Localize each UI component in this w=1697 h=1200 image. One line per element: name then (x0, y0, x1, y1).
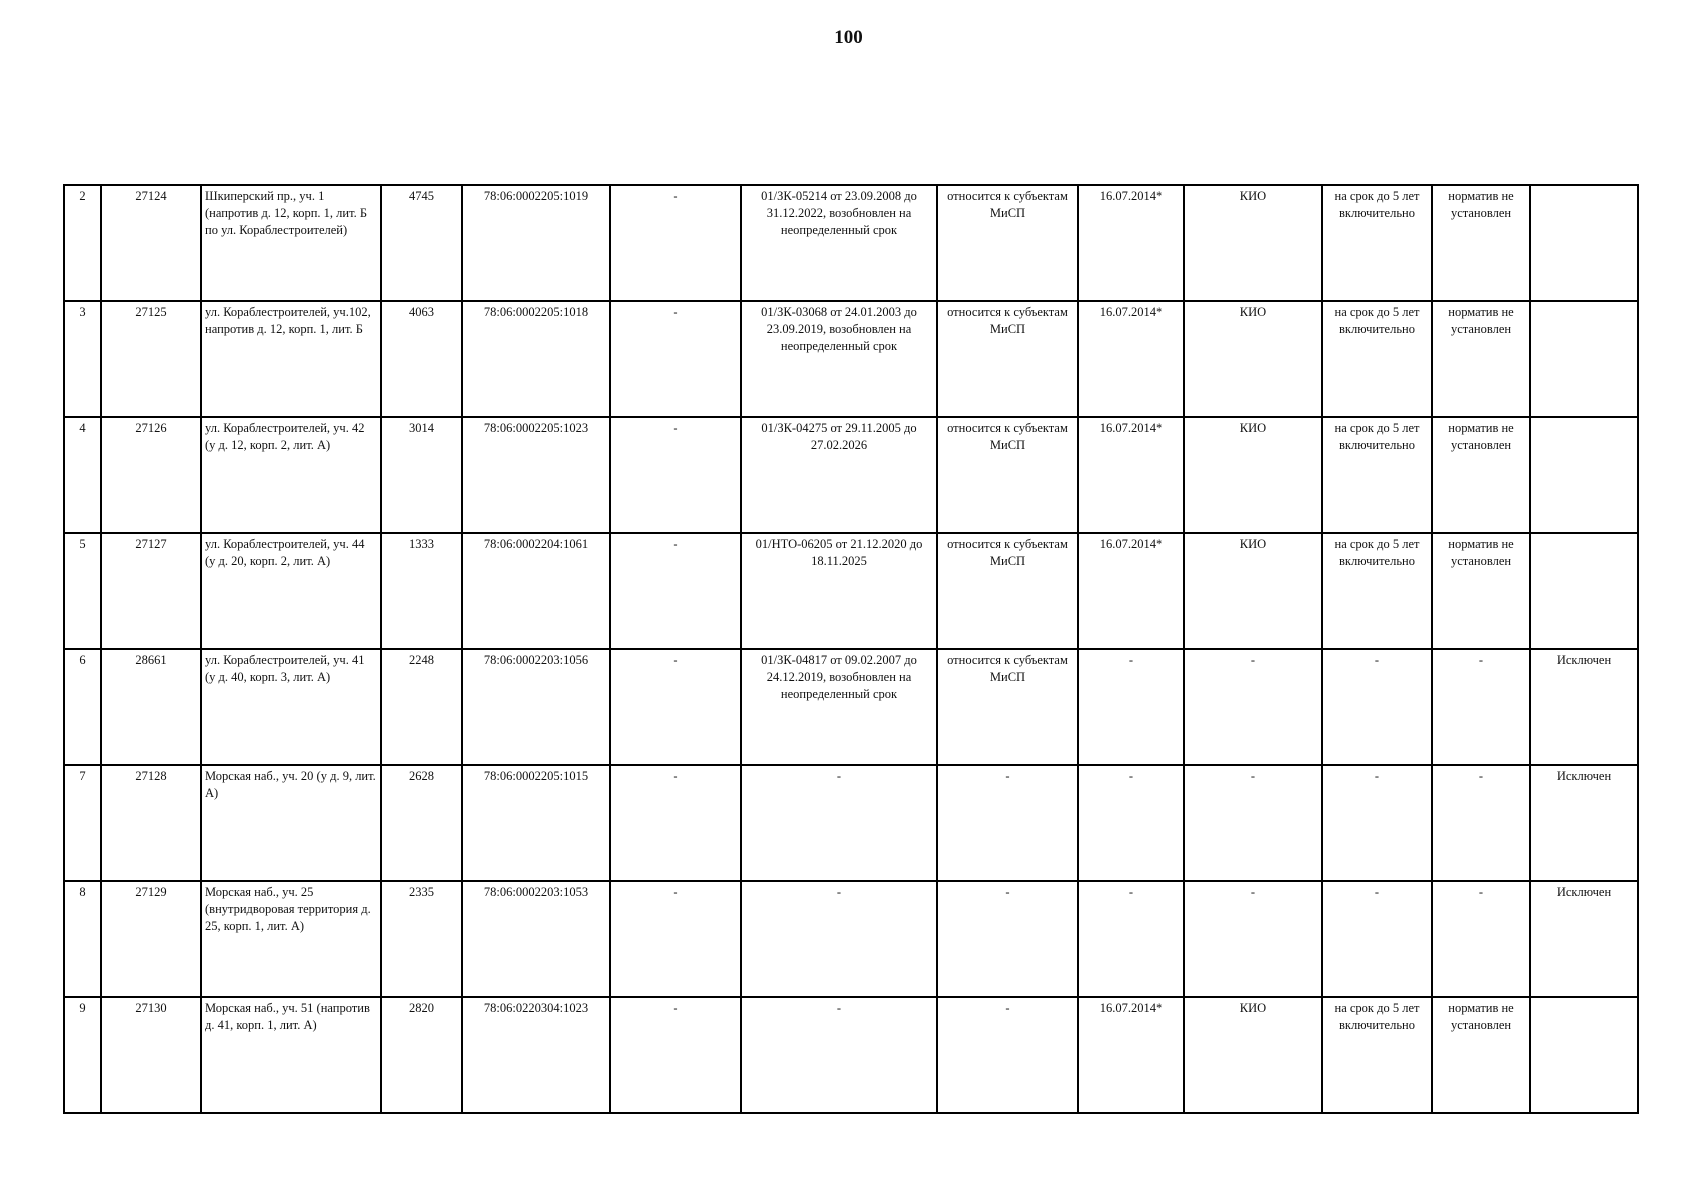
norm-cell: норматив не установлен (1432, 417, 1530, 533)
category-cell: относится к субъектам МиСП (937, 649, 1078, 765)
cadastral-number-cell: 78:06:0002203:1053 (462, 881, 610, 997)
area-cell: 4063 (381, 301, 462, 417)
row-number: 4 (64, 417, 101, 533)
dash-cell: - (610, 301, 741, 417)
category-cell: относится к субъектам МиСП (937, 301, 1078, 417)
dash-cell: - (610, 533, 741, 649)
dash-cell: - (610, 765, 741, 881)
area-cell: 2335 (381, 881, 462, 997)
category-cell: - (937, 881, 1078, 997)
organization-cell: - (1184, 881, 1322, 997)
date-cell: 16.07.2014* (1078, 301, 1184, 417)
category-cell: относится к субъектам МиСП (937, 533, 1078, 649)
category-cell: относится к субъектам МиСП (937, 417, 1078, 533)
dash-cell: - (610, 649, 741, 765)
note-cell (1530, 301, 1638, 417)
term-cell: на срок до 5 лет включительно (1322, 301, 1432, 417)
table-row (64, 649, 1638, 765)
norm-cell: - (1432, 649, 1530, 765)
object-id: 28661 (101, 649, 201, 765)
cadastral-number-cell: 78:06:0002205:1023 (462, 417, 610, 533)
address-cell: ул. Кораблестроителей, уч. 44 (у д. 20, корп. 2, лит. А) (201, 533, 381, 649)
area-cell: 2248 (381, 649, 462, 765)
contract-cell: - (741, 765, 937, 881)
date-cell: - (1078, 765, 1184, 881)
area-cell: 1333 (381, 533, 462, 649)
contract-cell: 01/ЗК-05214 от 23.09.2008 до 31.12.2022, возобновлен на неопределенный срок (741, 185, 937, 301)
table-row (64, 417, 1638, 533)
cadastral-number-cell: 78:06:0002203:1056 (462, 649, 610, 765)
organization-cell: КИО (1184, 417, 1322, 533)
term-cell: - (1322, 881, 1432, 997)
norm-cell: норматив не установлен (1432, 533, 1530, 649)
term-cell: на срок до 5 лет включительно (1322, 533, 1432, 649)
date-cell: 16.07.2014* (1078, 185, 1184, 301)
object-id: 27124 (101, 185, 201, 301)
note-cell (1530, 533, 1638, 649)
area-cell: 2820 (381, 997, 462, 1113)
page-number: 100 (834, 27, 863, 48)
dash-cell: - (610, 997, 741, 1113)
contract-cell: 01/ЗК-03068 от 24.01.2003 до 23.09.2019, возобновлен на неопределенный срок (741, 301, 937, 417)
object-id: 27130 (101, 997, 201, 1113)
organization-cell: - (1184, 765, 1322, 881)
date-cell: 16.07.2014* (1078, 417, 1184, 533)
date-cell: 16.07.2014* (1078, 997, 1184, 1113)
dash-cell: - (610, 185, 741, 301)
area-cell: 4745 (381, 185, 462, 301)
note-cell: Исключен (1530, 765, 1638, 881)
table-row (64, 533, 1638, 649)
contract-cell: 01/ЗК-04817 от 09.02.2007 до 24.12.2019, возобновлен на неопределенный срок (741, 649, 937, 765)
row-number: 7 (64, 765, 101, 881)
note-cell (1530, 997, 1638, 1113)
date-cell: 16.07.2014* (1078, 533, 1184, 649)
row-number: 9 (64, 997, 101, 1113)
category-cell: - (937, 997, 1078, 1113)
dash-cell: - (610, 417, 741, 533)
organization-cell: - (1184, 649, 1322, 765)
term-cell: на срок до 5 лет включительно (1322, 185, 1432, 301)
address-cell: Шкиперский пр., уч. 1 (напротив д. 12, корп. 1, лит. Б по ул. Кораблестроителей) (201, 185, 381, 301)
row-number: 8 (64, 881, 101, 997)
note-cell (1530, 185, 1638, 301)
note-cell (1530, 417, 1638, 533)
term-cell: на срок до 5 лет включительно (1322, 417, 1432, 533)
organization-cell: КИО (1184, 997, 1322, 1113)
note-cell: Исключен (1530, 649, 1638, 765)
organization-cell: КИО (1184, 185, 1322, 301)
cadastral-number-cell: 78:06:0002205:1019 (462, 185, 610, 301)
dash-cell: - (610, 881, 741, 997)
object-id: 27127 (101, 533, 201, 649)
row-number: 2 (64, 185, 101, 301)
norm-cell: норматив не установлен (1432, 301, 1530, 417)
norm-cell: норматив не установлен (1432, 997, 1530, 1113)
cadastral-number-cell: 78:06:0002204:1061 (462, 533, 610, 649)
category-cell: - (937, 765, 1078, 881)
address-cell: ул. Кораблестроителей, уч. 42 (у д. 12, корп. 2, лит. А) (201, 417, 381, 533)
table-row (64, 997, 1638, 1113)
registry-table (63, 184, 1639, 1114)
contract-cell: - (741, 997, 937, 1113)
object-id: 27128 (101, 765, 201, 881)
address-cell: ул. Кораблестроителей, уч. 41 (у д. 40, корп. 3, лит. А) (201, 649, 381, 765)
term-cell: - (1322, 765, 1432, 881)
contract-cell: 01/ЗК-04275 от 29.11.2005 до 27.02.2026 (741, 417, 937, 533)
date-cell: - (1078, 649, 1184, 765)
cadastral-number-cell: 78:06:0002205:1018 (462, 301, 610, 417)
term-cell: - (1322, 649, 1432, 765)
table-body (64, 185, 1638, 1113)
area-cell: 2628 (381, 765, 462, 881)
table-row (64, 301, 1638, 417)
object-id: 27125 (101, 301, 201, 417)
organization-cell: КИО (1184, 301, 1322, 417)
category-cell: относится к субъектам МиСП (937, 185, 1078, 301)
area-cell: 3014 (381, 417, 462, 533)
row-number: 5 (64, 533, 101, 649)
contract-cell: - (741, 881, 937, 997)
date-cell: - (1078, 881, 1184, 997)
table-row (64, 881, 1638, 997)
norm-cell: норматив не установлен (1432, 185, 1530, 301)
norm-cell: - (1432, 881, 1530, 997)
cadastral-number-cell: 78:06:0002205:1015 (462, 765, 610, 881)
note-cell: Исключен (1530, 881, 1638, 997)
table-row (64, 765, 1638, 881)
table-row (64, 185, 1638, 301)
row-number: 6 (64, 649, 101, 765)
address-cell: ул. Кораблестроителей, уч.102, напротив д. 12, корп. 1, лит. Б (201, 301, 381, 417)
term-cell: на срок до 5 лет включительно (1322, 997, 1432, 1113)
norm-cell: - (1432, 765, 1530, 881)
address-cell: Морская наб., уч. 51 (напротив д. 41, корп. 1, лит. А) (201, 997, 381, 1113)
organization-cell: КИО (1184, 533, 1322, 649)
contract-cell: 01/НТО-06205 от 21.12.2020 до 18.11.2025 (741, 533, 937, 649)
address-cell: Морская наб., уч. 20 (у д. 9, лит. А) (201, 765, 381, 881)
row-number: 3 (64, 301, 101, 417)
cadastral-number-cell: 78:06:0220304:1023 (462, 997, 610, 1113)
object-id: 27129 (101, 881, 201, 997)
object-id: 27126 (101, 417, 201, 533)
address-cell: Морская наб., уч. 25 (внутридворовая территория д. 25, корп. 1, лит. А) (201, 881, 381, 997)
